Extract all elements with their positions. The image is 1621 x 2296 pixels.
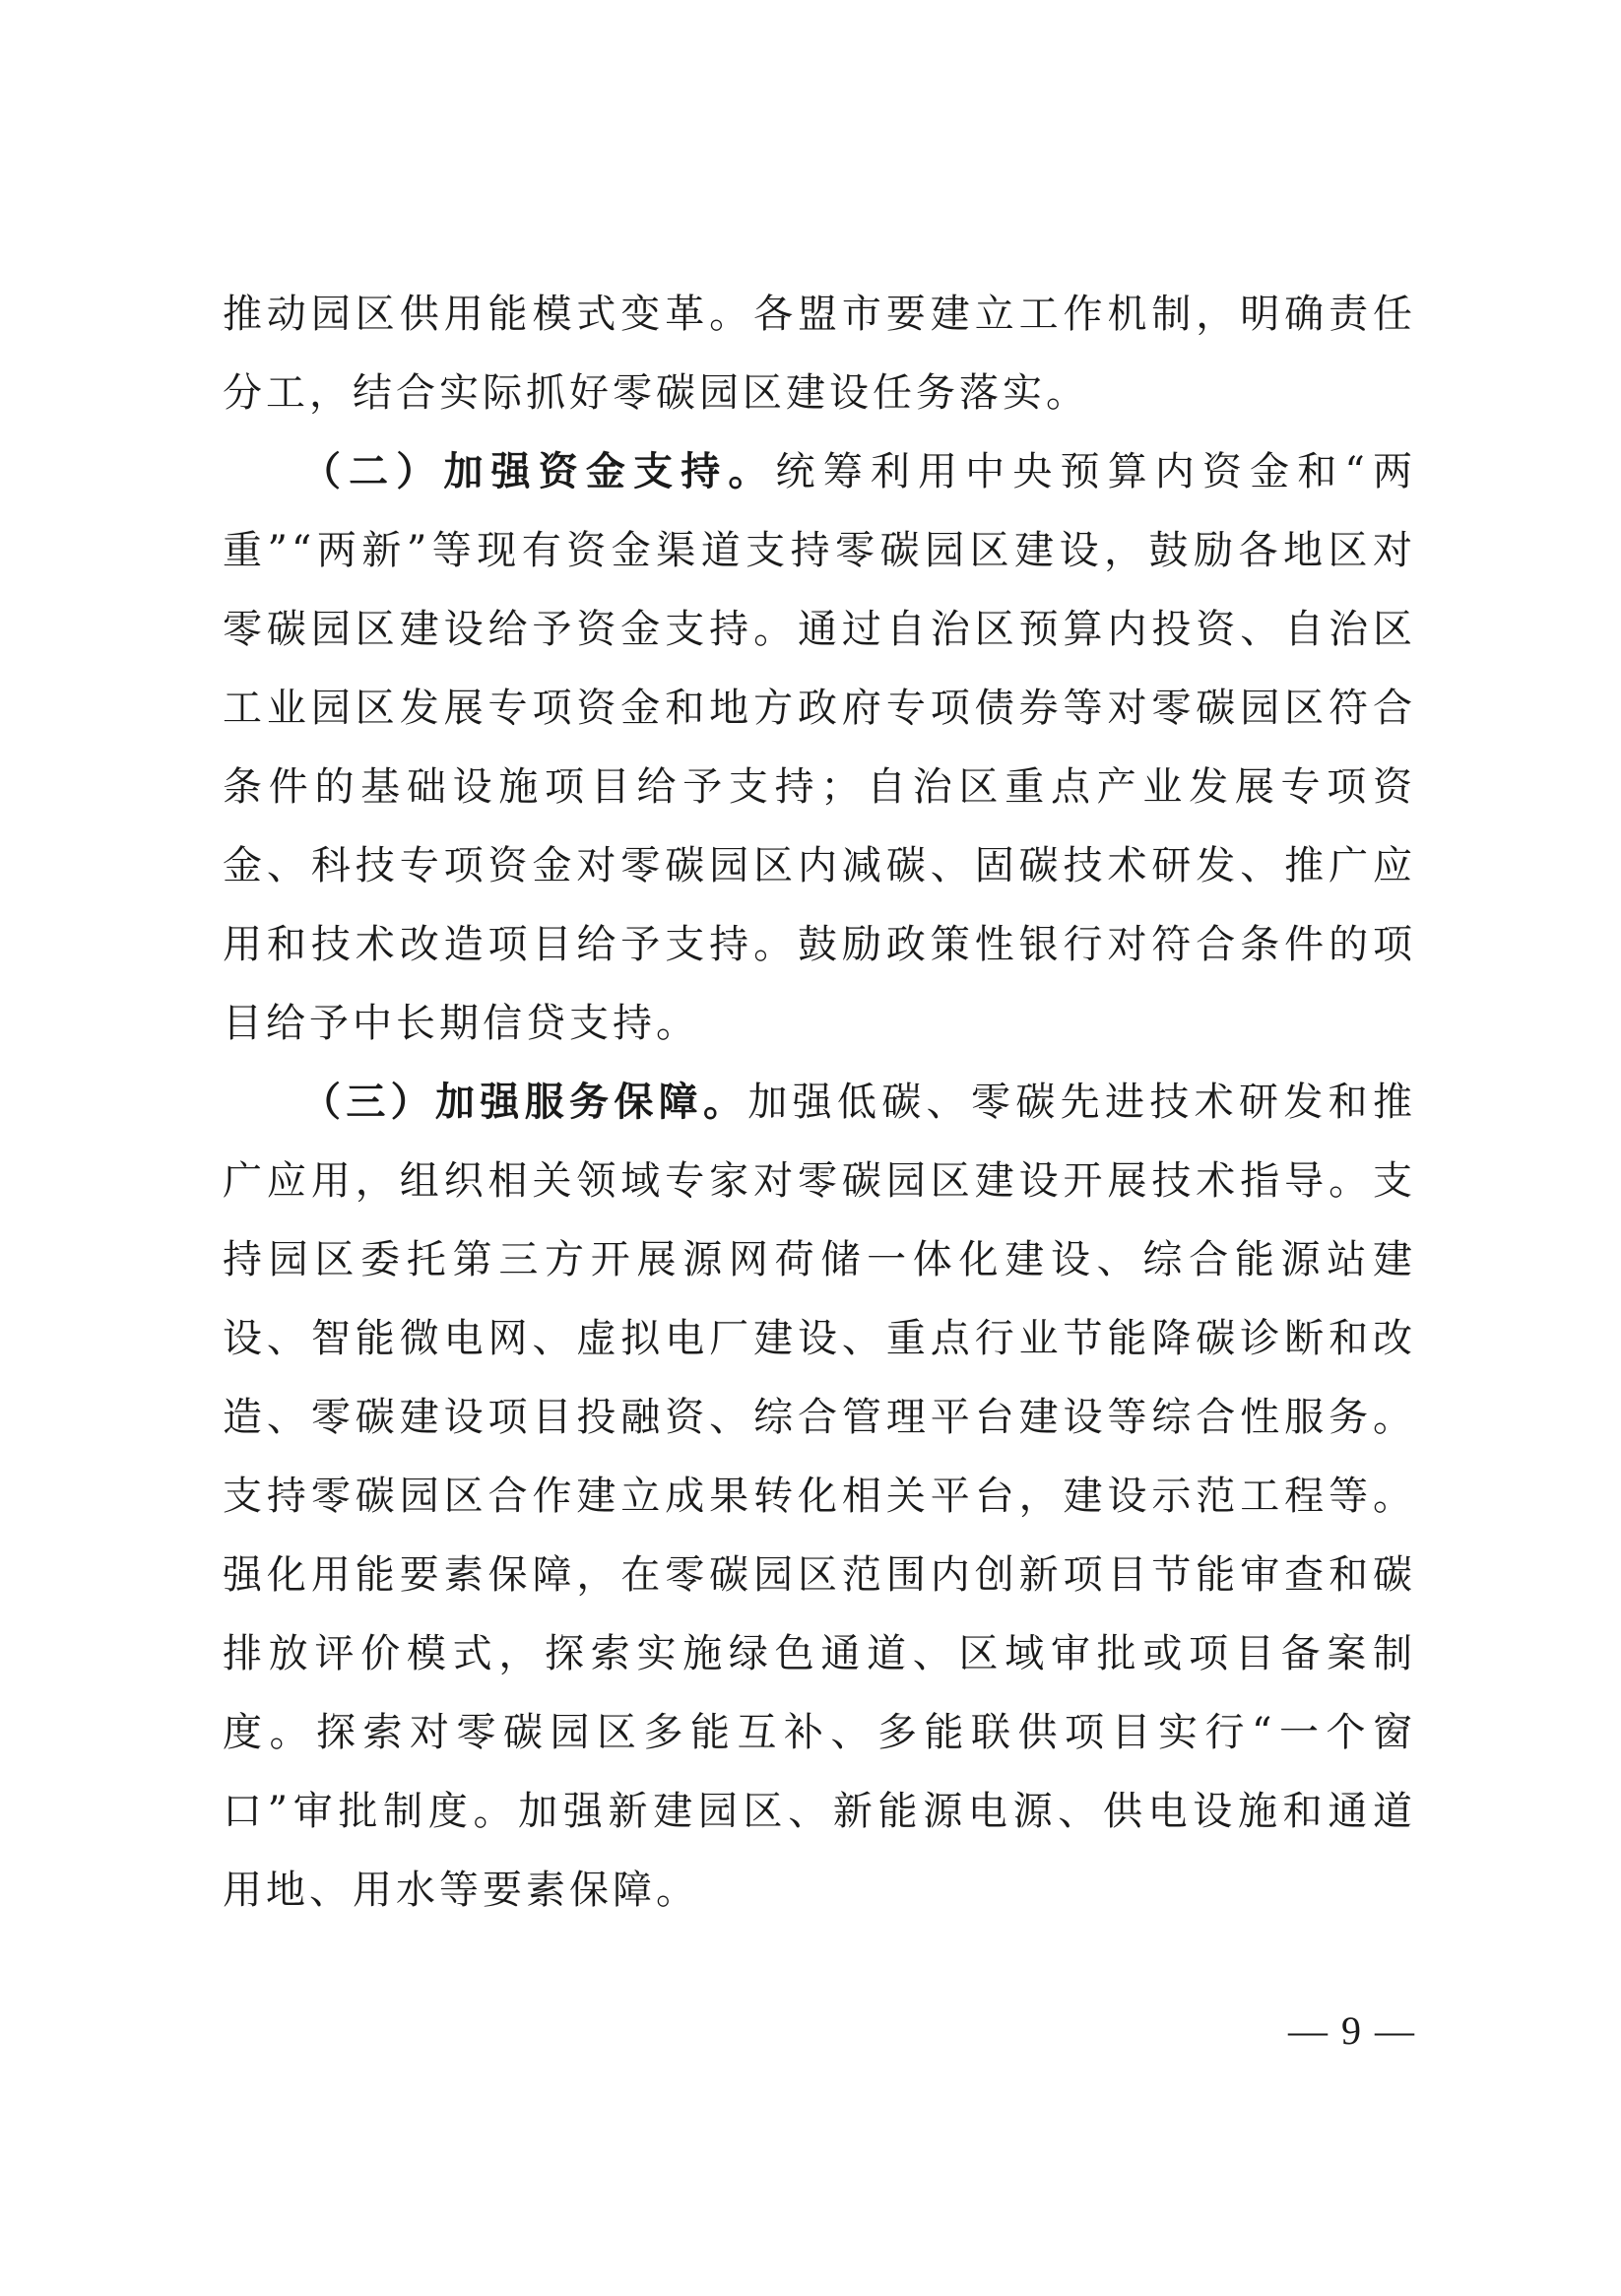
continuation-text: 推动园区供用能模式变革。各盟市要建立工作机制，明确责任分工，结合实际抓好零碳园区建设任务落实。	[223, 292, 1416, 416]
section-2-text	[223, 432, 1416, 1063]
section-2-paragraph	[223, 432, 1416, 1063]
page-number: — 9 —	[1288, 2008, 1416, 2053]
section-2-body: 统筹利用中央预算内资金和“两重”“两新”等现有资金渠道支持零碳园区建设，鼓励各地区对零碳园区建设给予资金支持。通过自治区预算内投资、自治区工业园区发展专项资金和地方政府专项债券等对零碳园区符合条件的基础设施项目给予支持；自治区重点产业发展专项资金、科技专项资金对零碳园区内减碳、固碳技术研发、推广应用和技术改造项目给予支持。鼓励政策性银行对符合条件的项目给予中长期信贷支持。	[223, 449, 1417, 1046]
section-2-heading: （二）加强资金支持。	[301, 448, 776, 494]
continuation-paragraph	[223, 275, 1416, 432]
section-3-body: 加强低碳、零碳先进技术研发和推广应用，组织相关领域专家对零碳园区建设开展技术指导。支持园区委托第三方开展源网荷储一体化建设、综合能源站建设、智能微电网、虚拟电厂建设、重点行业节能降碳诊断和改造、零碳建设项目投融资、综合管理平台建设等综合性服务。支持零碳园区合作建立成果转化相关平台，建设示范工程等。强化用能要素保障，在零碳园区范围内创新项目节能审查和碳排放评价模式，探索实施绿色通道、区域审批或项目备案制度。探索对零碳园区多能互补、多能联供项目实行“一个窗口”审批制度。加强新建园区、新能源电源、供电设施和通道用地、用水等要素保障。	[223, 1080, 1417, 1913]
section-3-text	[223, 1063, 1416, 1930]
section-3-paragraph	[223, 1063, 1416, 1930]
section-3-heading: （三）加强服务保障。	[301, 1079, 748, 1125]
